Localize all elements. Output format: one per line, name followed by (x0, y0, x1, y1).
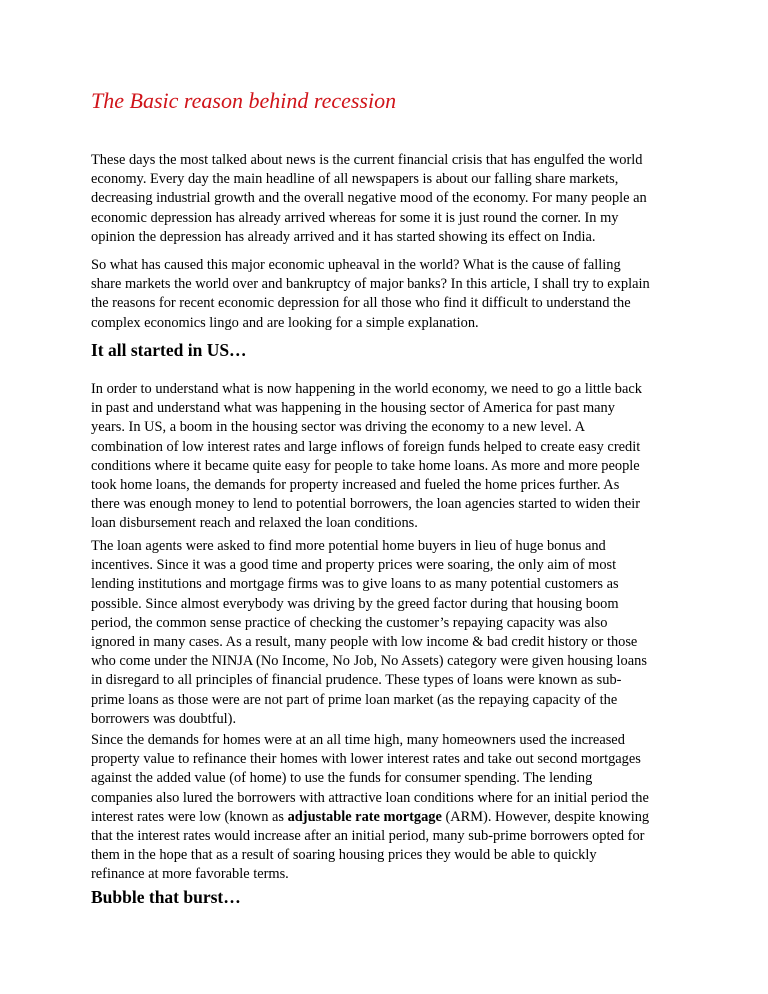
text-line: that the interest rates would increase after an initial period, many sub-prime borrowers opted for (91, 828, 645, 845)
text-line: period, the common sense practice of checking the customer’s repaying capacity was also (91, 614, 608, 631)
text-segment: interest rates were low (known as (91, 808, 288, 825)
section-heading-bubble: Bubble that burst… (91, 887, 241, 907)
text-line: who come under the NINJA (No Income, No Job, No Assets) category were given housing loans (91, 653, 647, 670)
text-line: them in the hope that as a result of soaring housing prices they would be able to quickly (91, 847, 597, 864)
text-line: incentives. Since it was a good time and property prices were soaring, the only aim of most (91, 557, 617, 574)
bold-term-arm: adjustable rate mortgage (287, 808, 442, 825)
text-segment: (ARM). However, despite knowing (441, 808, 650, 825)
paragraph-loan-agents (91, 537, 691, 729)
text-line: borrowers was doubtful). (91, 710, 237, 727)
text-line: opinion the depression has already arrived and it has started showing its effect on India. (91, 228, 596, 245)
text-line: refinance at more favorable terms. (91, 866, 289, 883)
text-line: in past and understand what was happening in the housing sector of America for past many (91, 400, 615, 417)
text-line: in disregard to all principles of financial prudence. These types of loans were known as sub- (91, 672, 622, 689)
text-line-with-bold (91, 808, 691, 827)
text-line: prime loans as those were are not part of prime loan market (as the repaying capacity of the (91, 691, 618, 708)
text-line: These days the most talked about news is the current financial crisis that has engulfed the world (91, 152, 643, 168)
text-line: economic depression has already arrived whereas for some it is just round the corner. In my (91, 209, 619, 226)
text-line: against the added value (of home) to use the funds for consumer spending. The lending (91, 770, 593, 787)
text-line: combination of low interest rates and large inflows of foreign funds helped to create easy credit (91, 438, 641, 455)
text-line: property value to refinance their homes with lower interest rates and take out second mortgages (91, 751, 641, 768)
text-line: conditions where it became quite easy for people to take home loans. As more and more people (91, 457, 640, 474)
text-line: the reasons for recent economic depression for all those who find it difficult to understand the (91, 295, 631, 312)
text-line: economy. Every day the main headline of all newspapers is about our falling share markets, (91, 171, 619, 188)
text-line: lending institutions and mortgage firms was to give loans to as many potential customers as (91, 576, 619, 593)
document-title: The Basic reason behind recession (91, 88, 397, 113)
text-line: ignored in many cases. As a result, many people with low income & bad credit history or those (91, 634, 638, 651)
text-line: Since the demands for homes were at an all time high, many homeowners used the increased (91, 732, 625, 748)
text-line: The loan agents were asked to find more potential home buyers in lieu of huge bonus and (91, 538, 606, 554)
text-line: complex economics lingo and are looking for a simple explanation. (91, 314, 479, 331)
text-line: decreasing industrial growth and the overall negative mood of the economy. For many people an (91, 190, 647, 207)
text-line: loan disbursement reach and relaxed the loan conditions. (91, 515, 418, 532)
text-line: years. In US, a boom in the housing sector was driving the economy to a new level. A (91, 419, 585, 436)
paragraph-question (91, 256, 691, 333)
text-line: there was enough money to lend to potential borrowers, the loan agencies started to widen their (91, 496, 641, 513)
paragraph-housing-boom (91, 380, 691, 534)
text-line: share markets the world over and bankruptcy of major banks? In this article, I shall try to explain (91, 276, 650, 293)
section-heading-us: It all started in US… (91, 340, 247, 360)
text-line: companies also lured the borrowers with attractive loan conditions where for an initial period the (91, 789, 649, 806)
paragraph-refinance (91, 731, 691, 885)
text-line: In order to understand what is now happening in the world economy, we need to go a little back (91, 381, 642, 397)
text-line: took home loans, the demands for property increased and fueled the home prices further. As (91, 477, 620, 494)
text-line: So what has caused this major economic upheaval in the world? What is the cause of falling (91, 257, 621, 273)
paragraph-intro (91, 151, 691, 247)
text-line: possible. Since almost everybody was driving by the greed factor during that housing boom (91, 595, 619, 612)
